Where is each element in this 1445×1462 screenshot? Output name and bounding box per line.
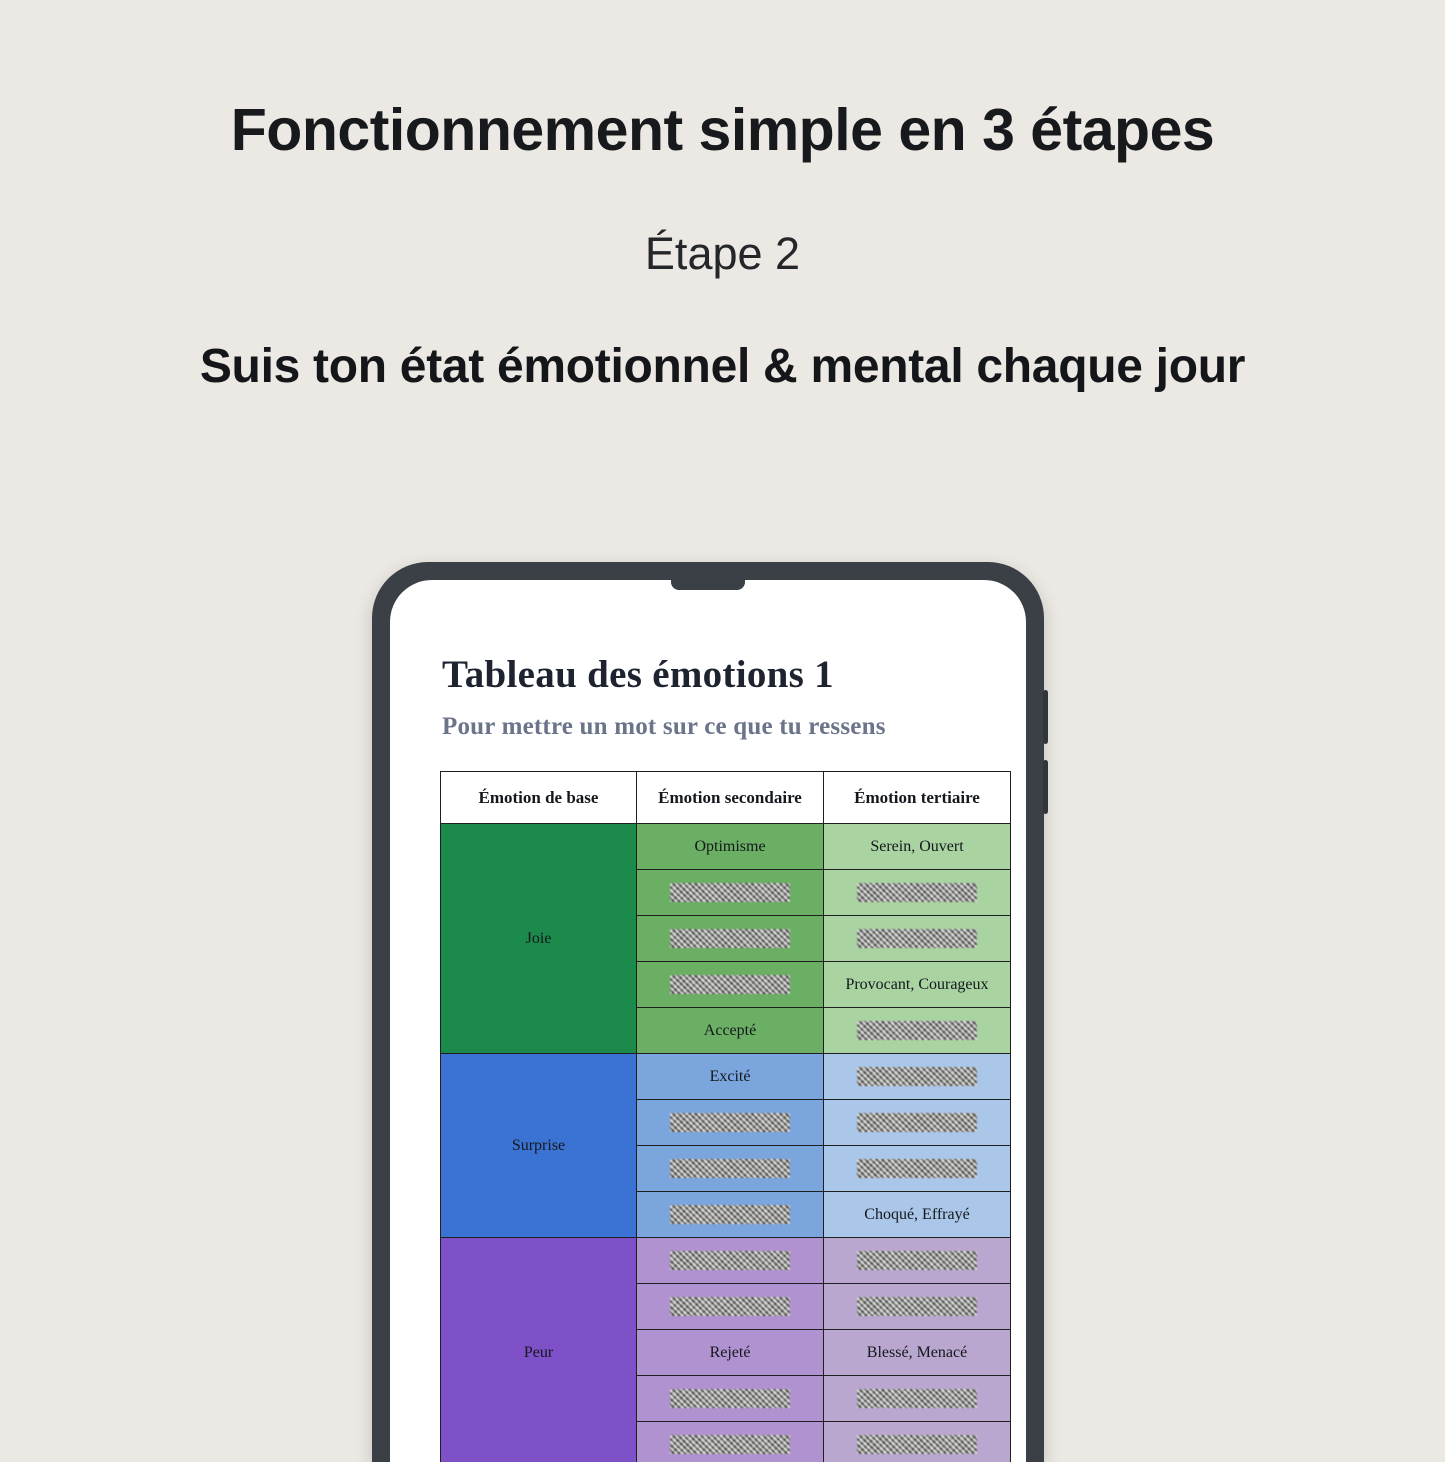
base-emotion-peur: Peur	[441, 1238, 637, 1462]
volume-down-button[interactable]	[1043, 760, 1048, 814]
table-row	[441, 1054, 1011, 1100]
redacted-text	[857, 1251, 977, 1270]
tertiary-emotion	[824, 870, 1011, 916]
document-subtitle: Pour mettre un mot sur ce que tu ressens	[442, 713, 1026, 741]
secondary-emotion	[637, 1238, 824, 1284]
table-row	[441, 824, 1011, 870]
redacted-text	[857, 929, 977, 948]
tertiary-emotion	[824, 1284, 1011, 1330]
volume-up-button[interactable]	[1043, 690, 1048, 744]
column-header-base: Émotion de base	[441, 772, 637, 824]
redacted-text	[857, 1297, 977, 1316]
phone-screen	[390, 580, 1026, 1462]
redacted-text	[670, 883, 790, 902]
secondary-emotion: Rejeté	[637, 1330, 824, 1376]
redacted-text	[857, 883, 977, 902]
tertiary-emotion: Provocant, Courageux	[824, 962, 1011, 1008]
base-emotion-surprise: Surprise	[441, 1054, 637, 1238]
header-text-block	[0, 0, 1445, 397]
redacted-text	[670, 1205, 790, 1224]
redacted-text	[670, 1251, 790, 1270]
emotions-document	[390, 580, 1026, 1462]
tertiary-emotion	[824, 1054, 1011, 1100]
secondary-emotion	[637, 1146, 824, 1192]
secondary-emotion: Excité	[637, 1054, 824, 1100]
secondary-emotion	[637, 1376, 824, 1422]
redacted-text	[670, 1389, 790, 1408]
redacted-text	[670, 1297, 790, 1316]
secondary-emotion	[637, 1284, 824, 1330]
secondary-emotion	[637, 1422, 824, 1462]
tertiary-emotion	[824, 1376, 1011, 1422]
tertiary-emotion	[824, 1146, 1011, 1192]
document-title: Tableau des émotions 1	[442, 652, 1026, 697]
base-emotion-joie: Joie	[441, 824, 637, 1054]
redacted-text	[857, 1021, 977, 1040]
table-row	[441, 1238, 1011, 1284]
step-label: Étape 2	[0, 163, 1445, 280]
tertiary-emotion	[824, 916, 1011, 962]
column-header-secondary: Émotion secondaire	[637, 772, 824, 824]
table-header-row	[441, 772, 1011, 824]
redacted-text	[857, 1067, 977, 1086]
tertiary-emotion: Serein, Ouvert	[824, 824, 1011, 870]
secondary-emotion	[637, 870, 824, 916]
page-title: Fonctionnement simple en 3 étapes	[0, 98, 1445, 163]
tertiary-emotion: Choqué, Effrayé	[824, 1192, 1011, 1238]
redacted-text	[670, 929, 790, 948]
secondary-emotion	[637, 1192, 824, 1238]
secondary-emotion: Accepté	[637, 1008, 824, 1054]
tertiary-emotion	[824, 1100, 1011, 1146]
phone-mockup	[372, 562, 1044, 1462]
tertiary-emotion	[824, 1008, 1011, 1054]
secondary-emotion: Optimisme	[637, 824, 824, 870]
tertiary-emotion	[824, 1238, 1011, 1284]
secondary-emotion	[637, 1100, 824, 1146]
redacted-text	[670, 975, 790, 994]
tertiary-emotion	[824, 1422, 1011, 1462]
emotions-table	[440, 771, 1011, 1462]
redacted-text	[857, 1113, 977, 1132]
secondary-emotion	[637, 962, 824, 1008]
redacted-text	[857, 1159, 977, 1178]
redacted-text	[857, 1389, 977, 1408]
secondary-emotion	[637, 916, 824, 962]
redacted-text	[670, 1159, 790, 1178]
redacted-text	[670, 1113, 790, 1132]
page-subtitle: Suis ton état émotionnel & mental chaque jour	[0, 280, 1445, 397]
phone-notch	[671, 580, 745, 590]
column-header-tertiary: Émotion tertiaire	[824, 772, 1011, 824]
tertiary-emotion: Blessé, Menacé	[824, 1330, 1011, 1376]
